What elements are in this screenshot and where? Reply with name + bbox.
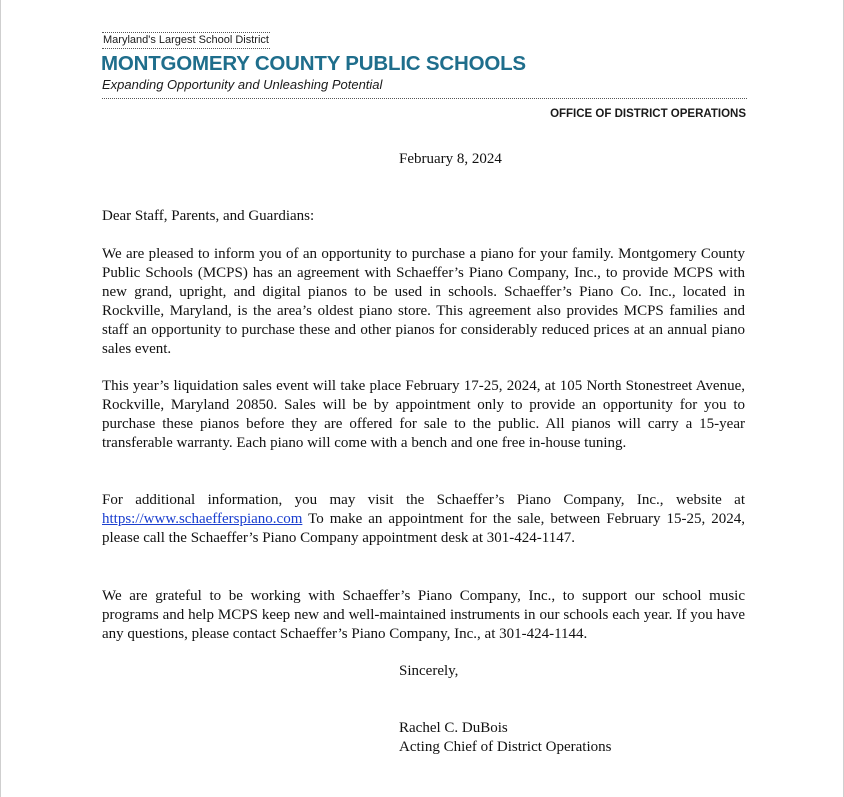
paragraph-more-info [102, 491, 745, 548]
paragraph-more-info-text-2: To make an appointment for the sale, between February 15-25, 2024, please call the Schaeffer’s Piano Company appointment desk at 301-424-1147. [102, 511, 745, 546]
signer-title: Acting Chief of District Operations [399, 739, 612, 755]
letter-salutation: Dear Staff, Parents, and Guardians: [102, 208, 315, 224]
paragraph-sales-event: This year’s liquidation sales event will take place February 17-25, 2024, at 105 North Stonestreet Avenue, Rockville, Maryland 20850. Sales will be by appointment only to provide an opportunity for you to purchase these pianos before they are offered for sale to the public. All pianos will carry a 15-year transferable warranty. Each piano will come with a bench and one free in-house tuning. [102, 378, 745, 451]
paragraph-more-info-text: For additional information, you may visit the Schaeffer’s Piano Company, Inc., website at [102, 492, 745, 508]
signer-name: Rachel C. DuBois [399, 720, 508, 736]
paragraph-thanks: We are grateful to be working with Schaeffer’s Piano Company, Inc., to support our school music programs and help MCPS keep new and well-maintained instruments in our schools each year. If you have any questions, please contact Schaeffer’s Piano Company, Inc., at 301-424-1144. [102, 588, 745, 642]
letter-date: February 8, 2024 [399, 151, 502, 167]
district-name: MONTGOMERY COUNTY PUBLIC SCHOOLS [101, 52, 526, 75]
district-motto: Expanding Opportunity and Unleashing Potential [102, 77, 383, 92]
header-divider [102, 98, 747, 99]
office-name: OFFICE OF DISTRICT OPERATIONS [550, 108, 746, 120]
paragraph-intro: We are pleased to inform you of an opportunity to purchase a piano for your family. Montgomery County Public Schools (MCPS) has an agreement with Schaeffer’s Piano Company, Inc., to provide MCPS with new grand, upright, and digital pianos to be used in schools. Schaeffer’s Piano Co. Inc., located in Rockville, Maryland, is the area’s oldest piano store. This agreement also provides MCPS families and staff an opportunity to purchase these and other pianos for considerably reduced prices at an annual piano sales event. [102, 246, 745, 357]
schaeffers-website-link[interactable]: https://www.schaefferspiano.com [102, 511, 303, 527]
district-tagline: Maryland's Largest School District [102, 32, 270, 49]
letter-closing: Sincerely, [399, 663, 459, 679]
